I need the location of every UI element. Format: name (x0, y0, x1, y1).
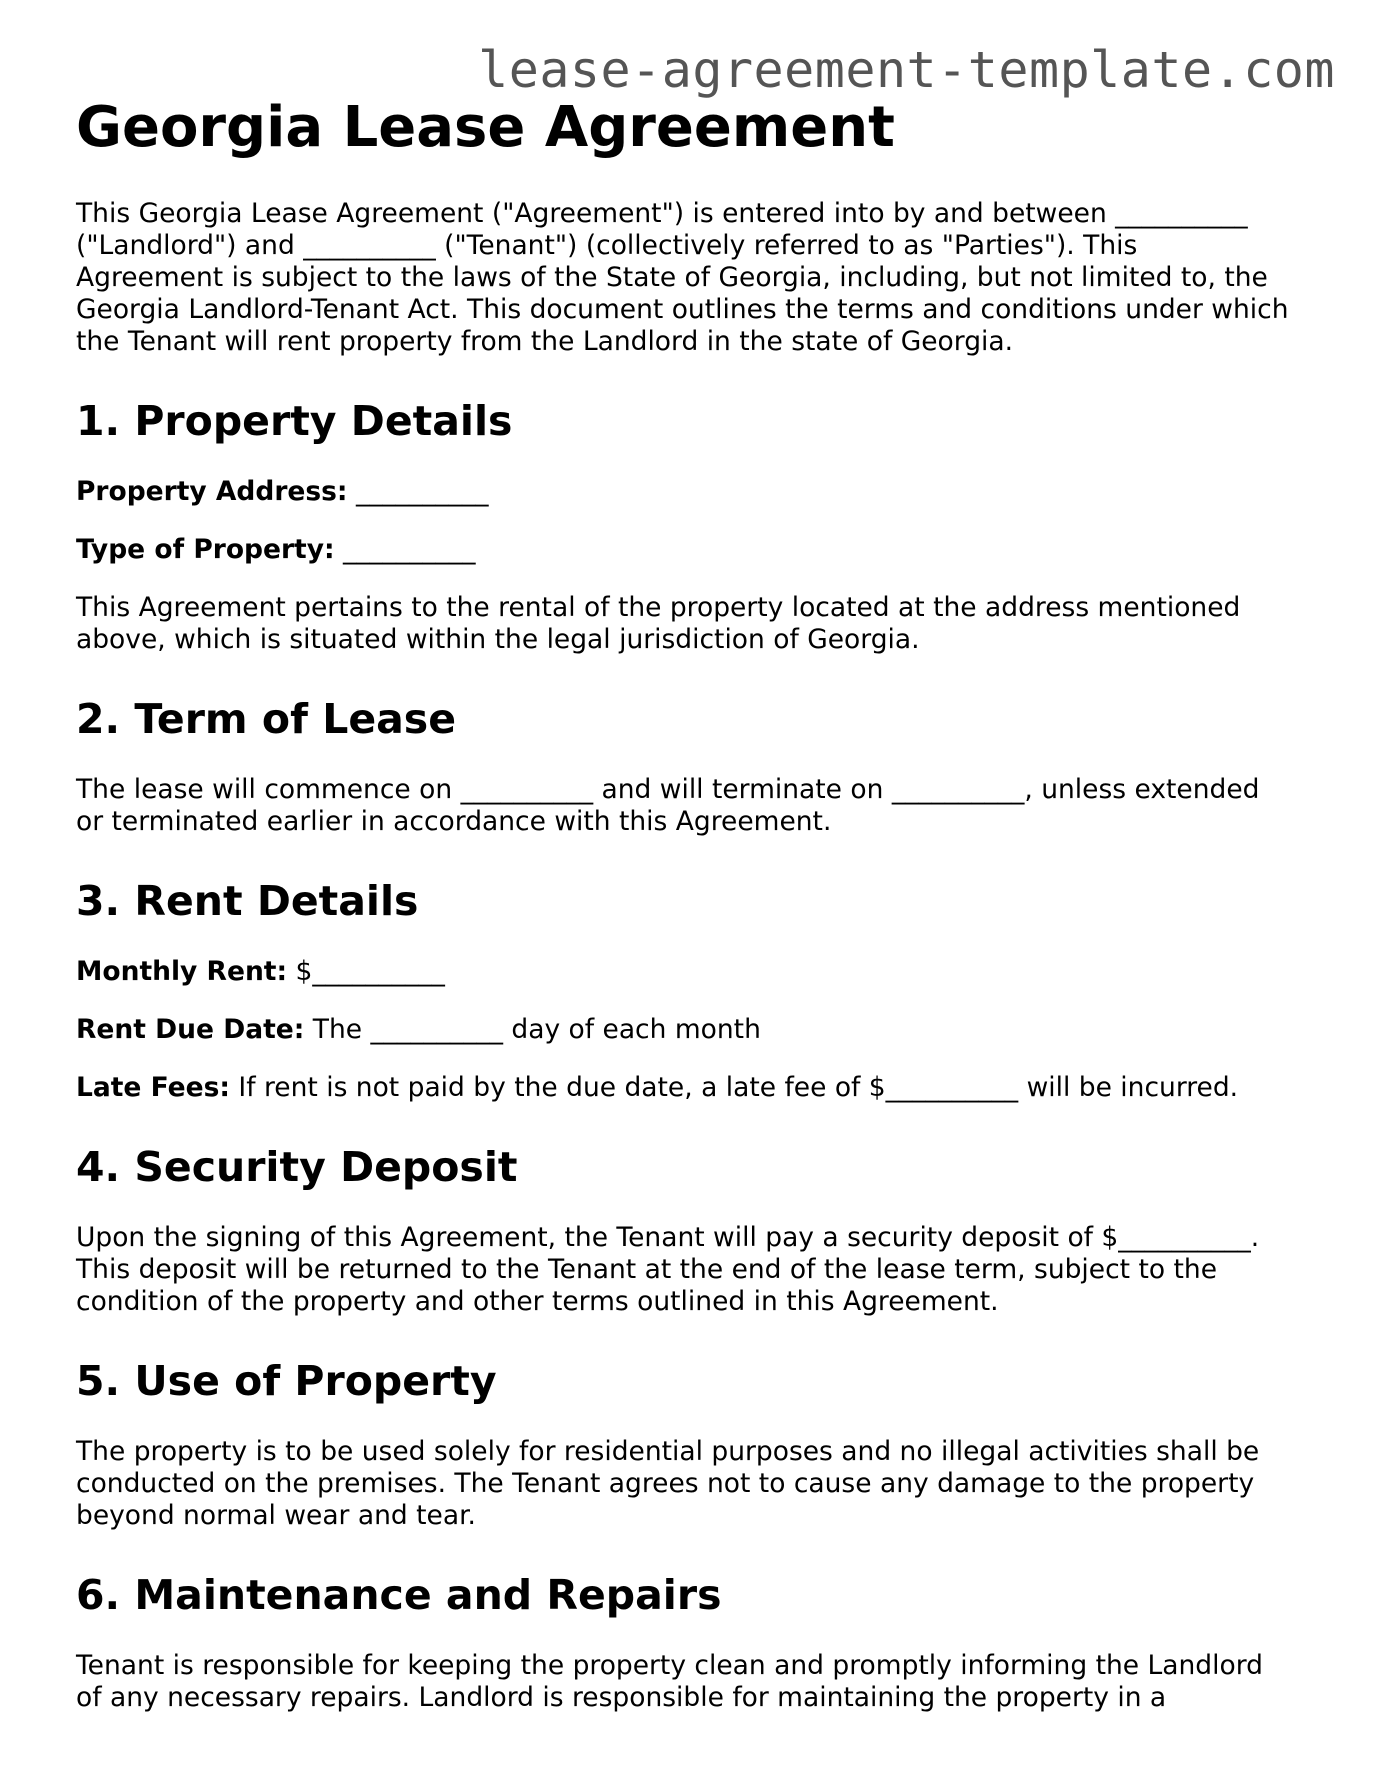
maintenance-paragraph: Tenant is responsible for keeping the property clean and promptly informing the Landlord of any necessary repairs. Landlord is responsible for maintaining the property in a (76, 1650, 1263, 1713)
property-address-field (76, 476, 1316, 508)
security-deposit-paragraph: Upon the signing of this Agreement, the Tenant will pay a security deposit of $__________. This deposit will be returned to the Tenant at the end of the lease term, subject to the condition of the property and other terms outlined in this Agreement. (76, 1222, 1260, 1317)
section-heading-term-of-lease: 2. Term of Lease (76, 695, 457, 743)
section-heading-property-details: 1. Property Details (76, 397, 513, 445)
late-fees-value: If rent is not paid by the due date, a late fee of $__________ will be incurred. (229, 1072, 1239, 1103)
term-paragraph: The lease will commence on __________ and will terminate on __________, unless extended or terminated earlier in accordance with this Agreement. (76, 774, 1260, 837)
section-heading-maintenance-and-repairs: 6. Maintenance and Repairs (76, 1571, 722, 1619)
monthly-rent-value: $__________ (287, 956, 445, 987)
property-address-value: __________ (347, 476, 489, 507)
rent-due-date-value: The __________ day of each month (304, 1014, 761, 1045)
property-type-value: __________ (334, 534, 476, 565)
rent-due-date-field (76, 1014, 1316, 1046)
section-heading-security-deposit: 4. Security Deposit (76, 1143, 518, 1191)
late-fees-field (76, 1072, 1316, 1104)
section-heading-use-of-property: 5. Use of Property (76, 1357, 497, 1405)
use-of-property-paragraph: The property is to be used solely for residential purposes and no illegal activities shall be conducted on the premises. The Tenant agrees not to cause any damage to the property beyond normal wear and tear. (76, 1436, 1260, 1531)
property-type-field (76, 534, 1316, 566)
monthly-rent-field (76, 956, 1316, 988)
document-body (76, 92, 1316, 1714)
monthly-rent-label: Monthly Rent: (76, 956, 288, 987)
site-watermark: lease-agreement-template.com (478, 41, 1335, 99)
property-address-label: Property Address: (76, 476, 348, 507)
intro-paragraph: This Georgia Lease Agreement ("Agreement") is entered into by and between __________ ("Landlord") and __________ ("Tenant") (collectively referred to as "Parties"). This Agreement is subject to the laws of the State of Georgia, including, but not limited to, the Georgia Landlord-Tenant Act. This document outlines the terms and conditions under which the Tenant will rent property from the Landlord in the state of Georgia. (76, 198, 1289, 357)
late-fees-label: Late Fees: (76, 1072, 230, 1103)
property-type-label: Type of Property: (76, 534, 335, 565)
rent-due-date-label: Rent Due Date: (76, 1014, 305, 1045)
section-heading-rent-details: 3. Rent Details (76, 877, 419, 925)
document-title: Georgia Lease Agreement (76, 95, 895, 160)
property-details-paragraph: This Agreement pertains to the rental of the property located at the address mentioned above, which is situated within the legal jurisdiction of Georgia. (76, 592, 1241, 655)
